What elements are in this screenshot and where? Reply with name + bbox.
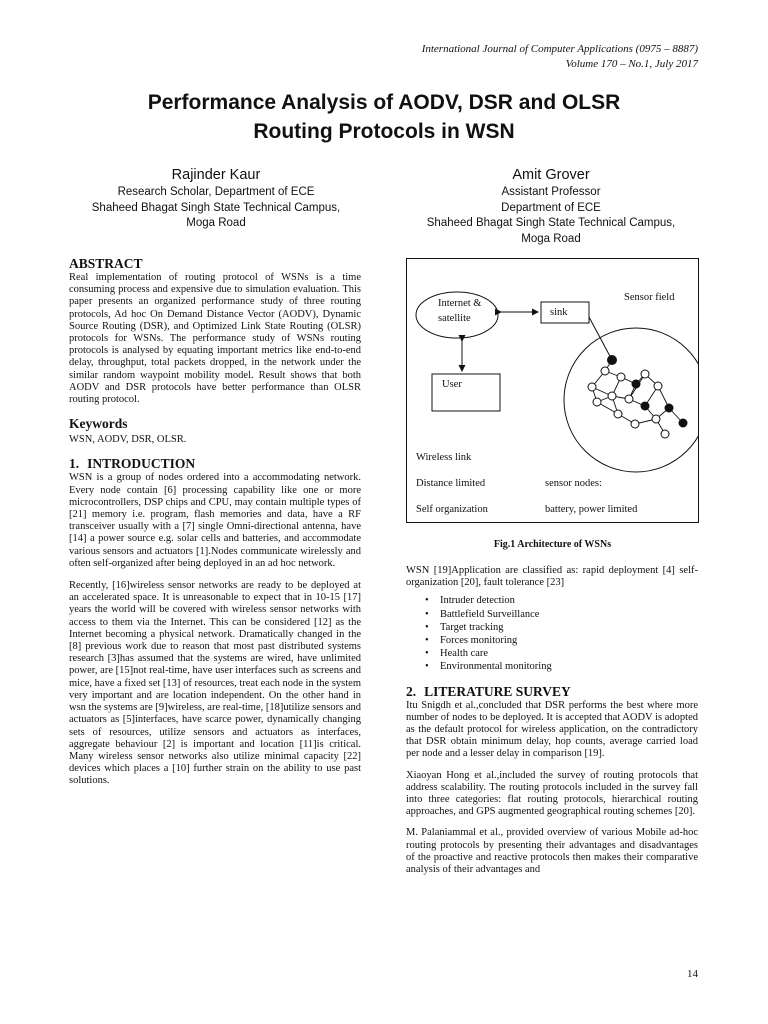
literature-paragraph-2: Xiaoyan Hong et al.,included the survey of routing protocols that address scalability. The routing protocols included in the survey fall into three categories: flat routing protocols, hierarchical routing approaches, and GPS augmented geographical routing schemes [20]. (406, 769, 698, 818)
author-affiliation-line: Assistant Professor (501, 186, 601, 198)
sensor-node (608, 392, 616, 400)
left-column (69, 256, 361, 788)
sensor-nodes-label: sensor nodes: (545, 478, 602, 489)
page-number: 14 (687, 968, 698, 980)
list-item (425, 594, 698, 607)
keywords-text: WSN, AODV, DSR, OLSR. (69, 434, 187, 446)
sensor-nodes (588, 356, 687, 439)
abstract-heading: ABSTRACT (69, 256, 143, 271)
sensor-node-filled (632, 380, 640, 388)
author-affiliation-line: Moga Road (186, 217, 246, 229)
right-column (406, 565, 698, 876)
literature-heading (406, 684, 698, 700)
sensor-node (625, 395, 633, 403)
journal-volume: Volume 170 – No.1, July 2017 (565, 58, 698, 70)
applications-text: WSN [19]Application are classified as: rapid deployment [4] self-organization [20], fault tolerance [23] (406, 565, 698, 589)
abstract-text: Real implementation of routing protocol of WSNs is a time consuming process and expensive due to simulation evaluation. This paper presents an organized performance study of three routing protocols, Ad hoc On Demand Distance Vector (AODV), Dynamic Source Routing (DSR), and Optimized Link State Routing (OLSR) protocols for WSNs. The performance study of WSNs routing protocols is analysed by equating important metrics like end-to-end delay, throughput, total packets dropped, in the network under the similar random waypoint mobility model. Result shows that both AODV and DSR protocols have better performance than OLSR routing protocol. (69, 272, 361, 406)
bullet-icon: • (425, 635, 429, 647)
author-affiliation-line: Shaheed Bhagat Singh State Technical Campus, (426, 217, 676, 229)
user-label: User (442, 379, 462, 390)
sensor-node (654, 382, 662, 390)
self-organization-label: Self organization (416, 504, 488, 515)
battery-label: battery, power limited (545, 504, 638, 515)
list-item (425, 608, 698, 621)
introduction-paragraph-2: Recently, [16]wireless sensor networks are ready to be deployed at an accelerated space. It is unreasonable to expect that in 10-15 [17] years the world will be covered with wireless sensor networks with access to them via the Internet. This can be considered [12] as the Internet becoming a physical network. Dramatically changed in the [8] previous work due to reason that most past distributed systems research [3]has assumed that the systems are wired, have unlimited power, are [15]not real-time, have user interfaces such as screens and mice, have a fixed set [13] of resources, treat each node in the system very important and are location independent. On the other hand in wsn the systems are [9]wireless, are real-time, [18]utilize sensors and actuators as [5]interfaces, have scarce power, dynamically changing sets of resources, utilize sensors and actuators as interfaces, aggregate behaviour [2] is important and location [11]is critical. Many wireless sensor networks also utilize minimal capacity [22] devices which places a [10] further strain on the ability to use past solutions. (69, 580, 361, 787)
sensor-node (661, 430, 669, 438)
wireless-link-label: Wireless link (416, 452, 472, 463)
sensor-node (641, 370, 649, 378)
list-item-text: Target tracking (440, 621, 504, 633)
sensor-node (652, 415, 660, 423)
section-title: LITERATURE SURVEY (424, 683, 571, 699)
author-block-2 (405, 166, 697, 247)
author-affiliation-line: Department of ECE (501, 201, 601, 214)
literature-paragraph-1: Itu Snigdh et al.,concluded that DSR performs the best where more number of nodes to be deployed. It is accepted that AODV is adopted as the default protocol for wireless application, on the contradictory that DSR obtain minimum delay, hop counts, average carried load per node and a lesser delay in comparison [19]. (406, 699, 698, 760)
bullet-icon: • (425, 595, 429, 607)
architecture-figure (406, 258, 699, 523)
author-block-1 (70, 166, 362, 232)
figure-caption: Fig.1 Architecture of WSNs (493, 539, 612, 550)
sensor-field-label: Sensor field (624, 292, 675, 303)
section-number: 2. (406, 683, 417, 699)
bullet-icon: • (425, 608, 429, 620)
sensor-node-filled (641, 402, 649, 410)
sink-field-link (589, 317, 612, 360)
list-item (425, 660, 698, 673)
sensor-node-filled (665, 404, 673, 412)
author-name: Rajinder Kaur (171, 167, 261, 183)
list-item-text: Environmental monitoring (440, 661, 552, 673)
author-affiliation-line: Moga Road (521, 232, 581, 245)
journal-header (422, 42, 698, 72)
sensor-node (601, 367, 609, 375)
author-affiliation-line: Research Scholar, Department of ECE (117, 186, 315, 198)
bullet-icon: • (425, 661, 429, 673)
list-item-text: Intruder detection (440, 595, 515, 607)
section-title: INTRODUCTION (87, 456, 196, 472)
literature-paragraph-3: M. Palaniammal et al., provided overview of various Mobile ad-hoc routing protocols by presenting their advantages and disadvantages of the proactive and reactive protocols then makes their comparative analysis of their advantages and (406, 827, 698, 876)
list-item-text: Health care (440, 648, 489, 660)
applications-list (406, 594, 698, 673)
sensor-node (588, 383, 596, 391)
author-affiliation-line: Shaheed Bhagat Singh State Technical Campus, (91, 201, 341, 214)
list-item-text: Battlefield Surveillance (440, 608, 540, 620)
introduction-heading (69, 456, 361, 472)
paper-title-line-2: Routing Protocols in WSN (253, 120, 515, 143)
satellite-label: satellite (438, 313, 471, 324)
paper-title (60, 88, 708, 146)
introduction-paragraph-1: WSN is a group of nodes ordered into a accommodating network. Every node contain [6] processing capability like one or more microcontrollers, DSP chips and CPU, may contain multiple types of [21] memory i.e. program, flash memories and data, have a RF transceiver usually with a [7] single Omni-directional antenna, have [14] a power source e.g. solar cells and batteries, and accommodate various sensors and actuators [1].Nodes communicate wirelessly and often self-organized after being deployed in an ad hoc network. (69, 472, 361, 569)
distance-limited-label: Distance limited (416, 478, 486, 489)
internet-label: Internet & (438, 298, 482, 309)
journal-name: International Journal of Computer Applications (0975 – 8887) (421, 43, 698, 55)
sensor-node (614, 410, 622, 418)
sensor-node (617, 373, 625, 381)
sensor-node (631, 420, 639, 428)
keywords-heading: Keywords (69, 416, 128, 432)
sensor-node-filled (679, 419, 687, 427)
paper-title-line-1: Performance Analysis of AODV, DSR and OLSR (147, 91, 621, 114)
list-item (425, 634, 698, 647)
bullet-icon: • (425, 621, 429, 633)
list-item (425, 621, 698, 634)
sensor-node (593, 398, 601, 406)
list-item-text: Forces monitoring (440, 635, 518, 647)
section-number: 1. (69, 456, 80, 472)
sink-label: sink (550, 307, 568, 318)
list-item (425, 647, 698, 660)
bullet-icon: • (425, 648, 429, 660)
sensor-node-filled (608, 356, 617, 365)
author-name: Amit Grover (512, 167, 590, 183)
